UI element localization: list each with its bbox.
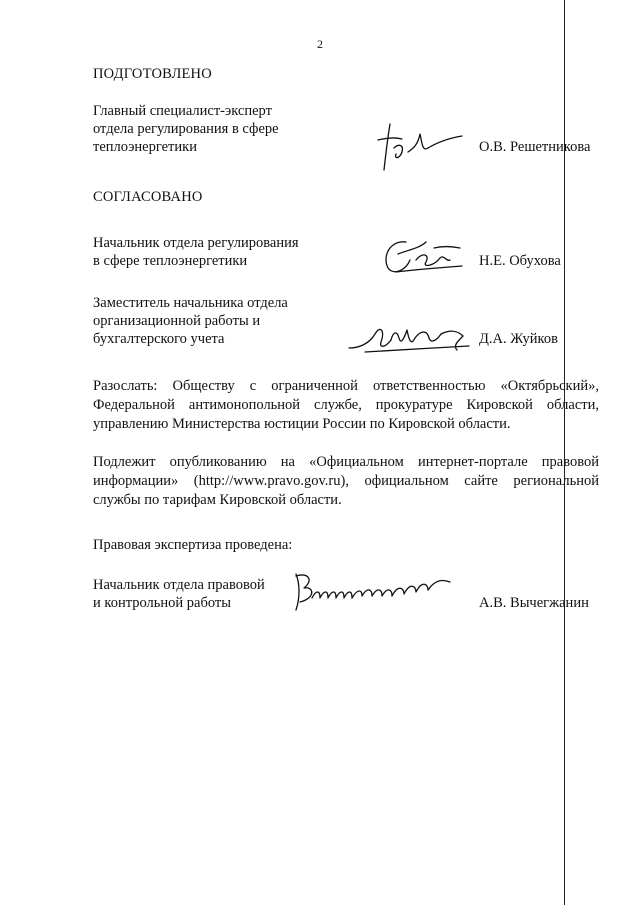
publication-line-1: Подлежит опубликованию на «Официальном интернет-портале правовой xyxy=(93,454,599,470)
distribution-line-2: Федеральной антимонопольной службе, прокуратуре Кировской области, xyxy=(93,397,599,413)
publication-line-3: службы по тарифам Кировской области. xyxy=(93,492,342,508)
signer-2-name: Д.А. Жуйков xyxy=(479,331,558,347)
signer-1-position-line-2: в сфере теплоэнергетики xyxy=(93,253,248,269)
distribution-paragraph xyxy=(93,377,599,434)
signer-2-position-line-3: бухгалтерского учета xyxy=(93,331,225,347)
publication-paragraph xyxy=(93,453,599,510)
distribution-line-3: управлению Министерства юстиции России по Кировской области. xyxy=(93,416,511,432)
legal-signer-name: А.В. Вычегжанин xyxy=(479,595,589,611)
signer-1-name: Н.Е. Обухова xyxy=(479,253,561,269)
prepared-position-line-3: теплоэнергетики xyxy=(93,139,197,155)
signer-1-position-line-1: Начальник отдела регулирования xyxy=(93,235,299,251)
prepared-signer-name: О.В. Решетникова xyxy=(479,139,591,155)
signer-2-position-line-1: Заместитель начальника отдела xyxy=(93,295,288,311)
signature-zhuykov xyxy=(345,318,475,358)
legal-position-line-1: Начальник отдела правовой xyxy=(93,577,265,593)
signature-obukhova xyxy=(376,232,466,280)
signature-reshetnikova xyxy=(368,118,468,178)
legal-position-line-2: и контрольной работы xyxy=(93,595,231,611)
prepared-position-line-1: Главный специалист-эксперт xyxy=(93,103,272,119)
legal-review-note: Правовая экспертиза проведена: xyxy=(93,537,293,553)
signer-2-position-line-2: организационной работы и xyxy=(93,313,261,329)
signature-vychegzhanin xyxy=(288,568,458,614)
distribution-line-1: Разослать: Обществу с ограниченной ответственностью «Октябрьский», xyxy=(93,378,599,394)
prepared-heading: ПОДГОТОВЛЕНО xyxy=(93,66,212,82)
agreed-heading: СОГЛАСОВАНО xyxy=(93,189,203,205)
page-number: 2 xyxy=(317,37,323,51)
prepared-position-line-2: отдела регулирования в сфере xyxy=(93,121,279,137)
publication-line-2: информации» (http://www.pravo.gov.ru), официальном сайте региональной xyxy=(93,473,599,489)
